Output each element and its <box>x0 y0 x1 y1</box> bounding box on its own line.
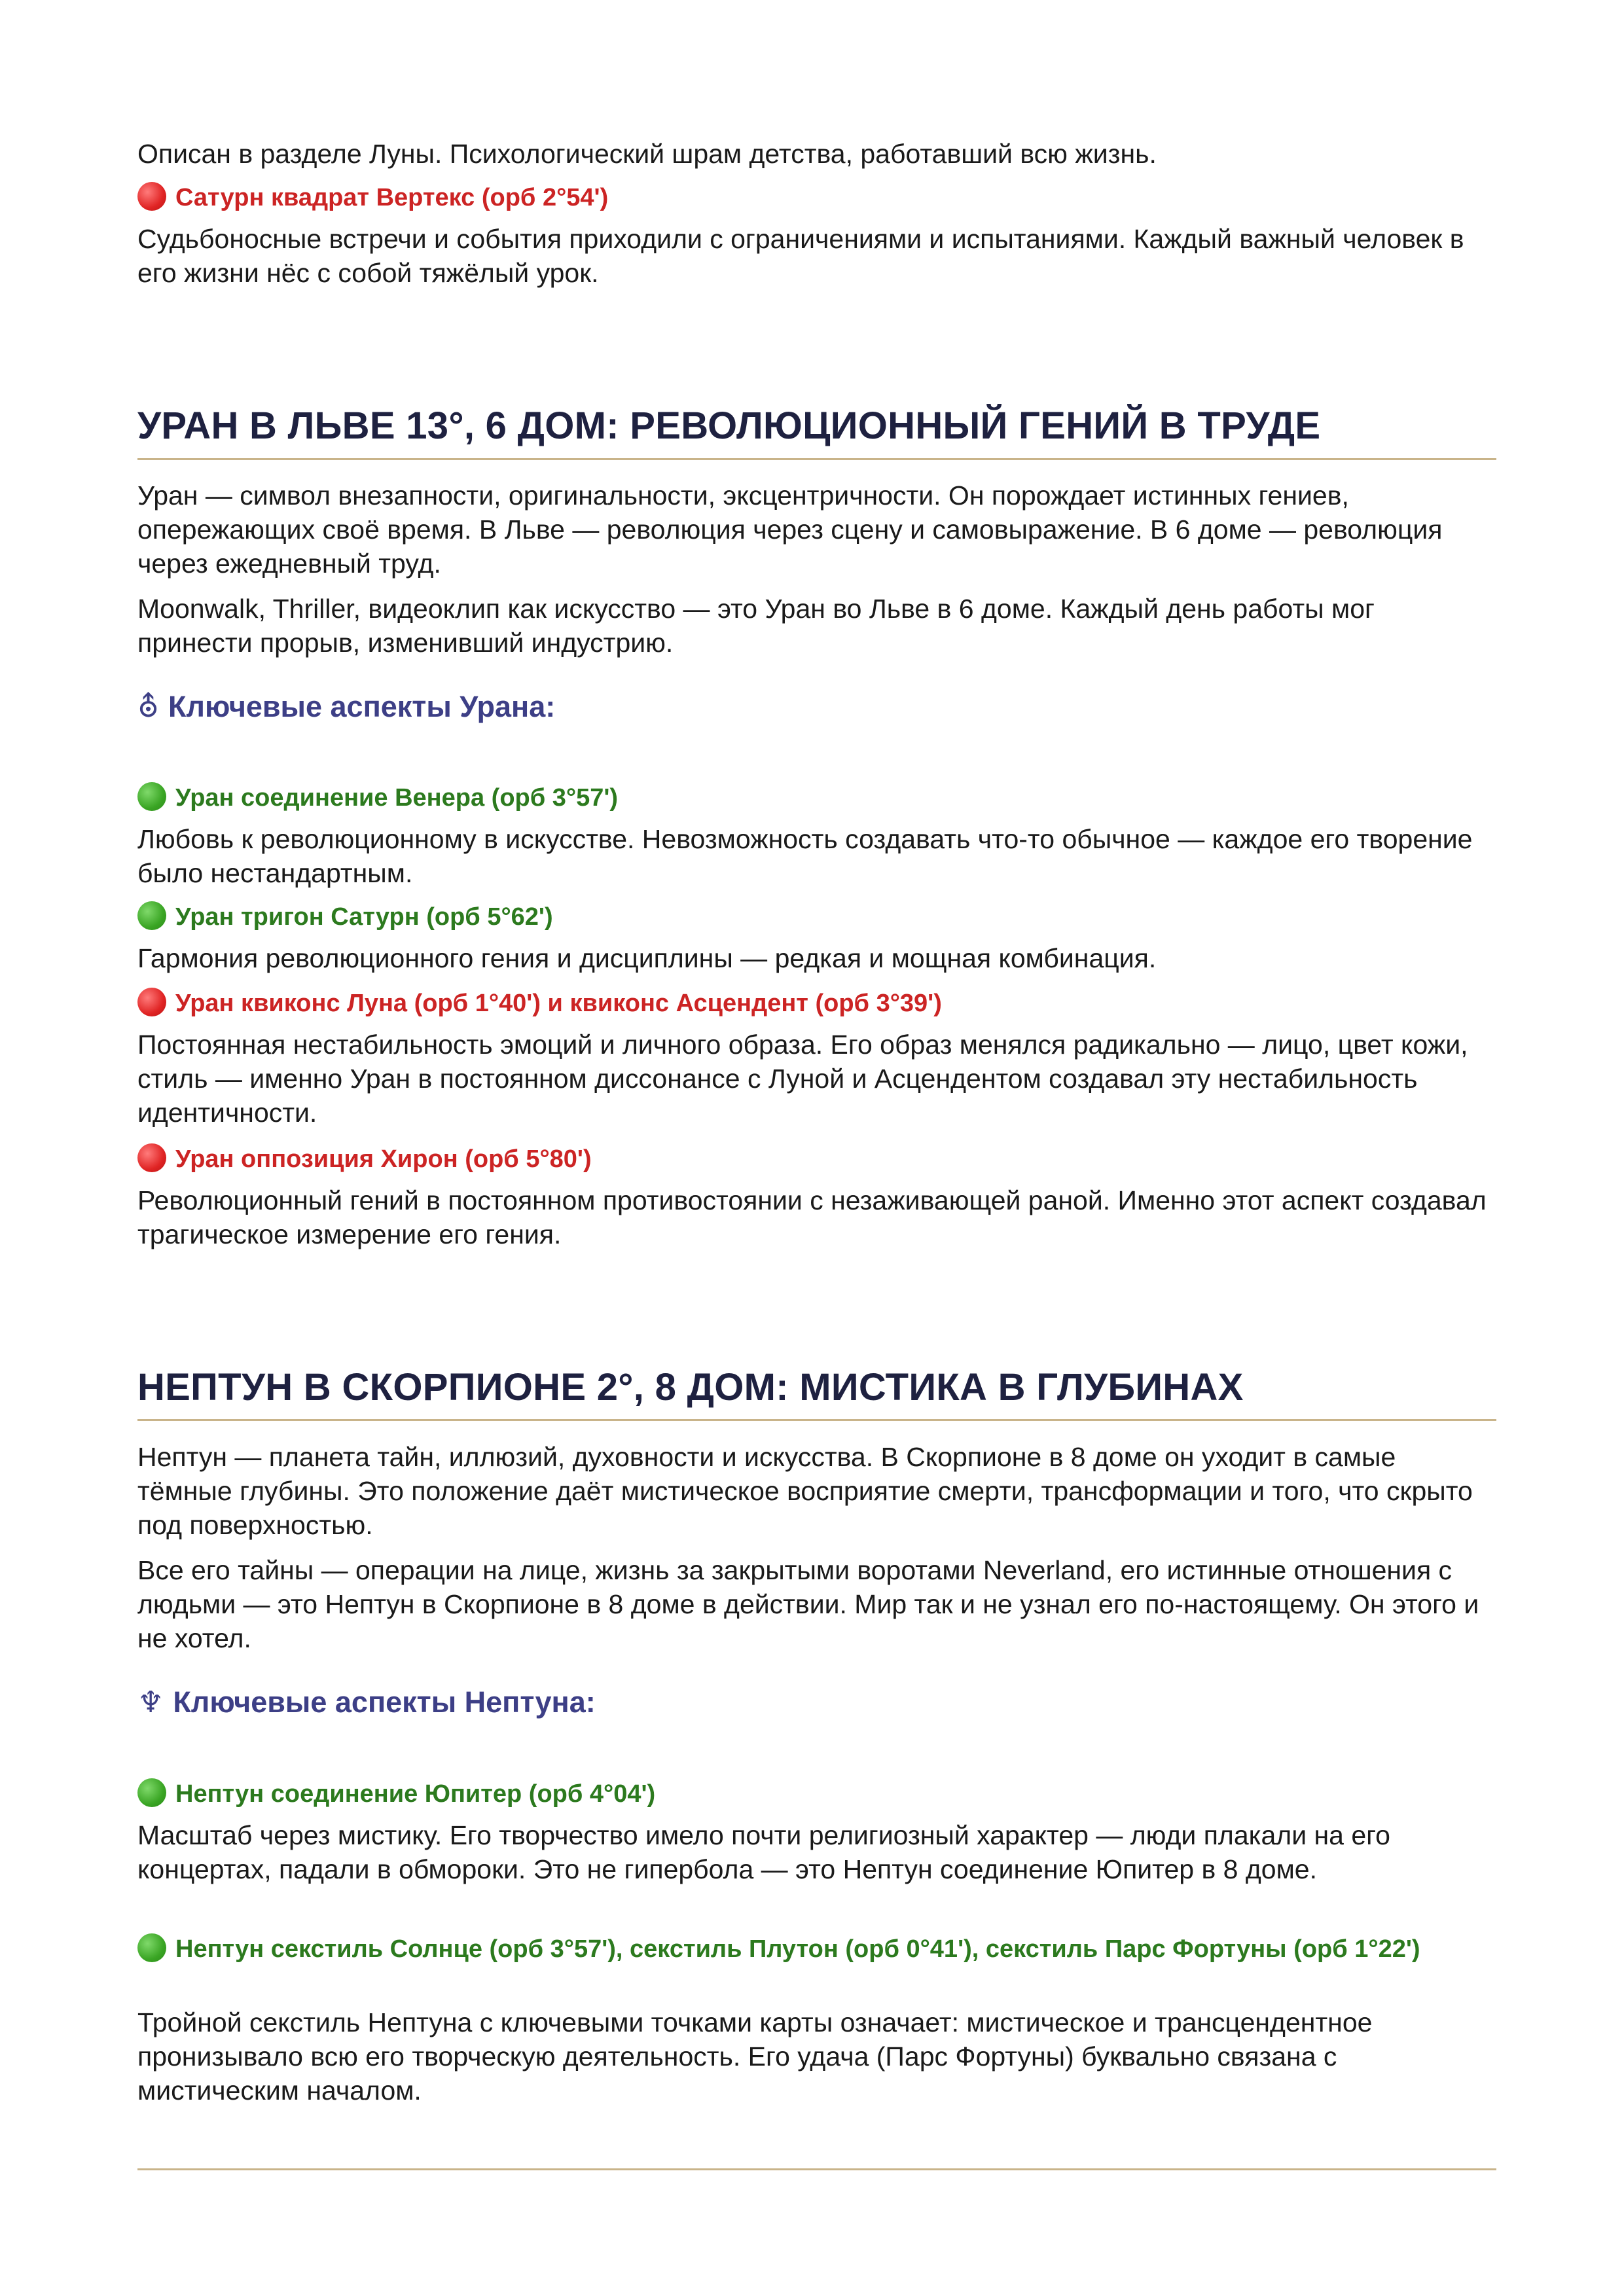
red-circle-icon <box>137 1143 166 1172</box>
aspect-title: Сатурн квадрат Вертекс (орб 2°54') <box>137 181 1496 215</box>
page-bottom-divider <box>137 2168 1496 2170</box>
aspect-description: Гармония революционного гения и дисциплины — редкая и мощная комбинация. <box>137 943 1157 973</box>
aspect-description: Революционный гений в постоянном противостоянии с незаживающей раной. Именно этот аспект создавал трагическое измерение его гения. <box>137 1185 1487 1249</box>
section-title-uranus: УРАН В ЛЬВЕ 13°, 6 ДОМ: РЕВОЛЮЦИОННЫЙ ГЕНИЙ В ТРУДЕ <box>137 404 1321 447</box>
green-circle-icon <box>137 1778 166 1807</box>
aspect-title: Нептун соединение Юпитер (орб 4°04') <box>137 1777 1496 1811</box>
intro-paragraph: Описан в разделе Луны. Психологический шрам детства, работавший всю жизнь. <box>137 139 1157 169</box>
red-circle-icon <box>137 182 166 211</box>
aspect-description: Судьбоносные встречи и события приходили с ограничениями и испытаниями. Каждый важный человек в его жизни нёс с собой тяжёлый урок. <box>137 224 1464 288</box>
green-circle-icon <box>137 901 166 930</box>
aspect-description: Масштаб через мистику. Его творчество имело почти религиозный характер — люди плакали на его концертах, падали в обмороки. Это не гипербола — это Нептун соединение Юпитер в 8 доме. <box>137 1820 1390 1884</box>
uranus-paragraph-2: Moonwalk, Thriller, видеоклип как искусство — это Уран во Льве в 6 доме. Каждый день работы мог принести прорыв, изменивший индустрию. <box>137 594 1375 658</box>
neptune-paragraph-2: Все его тайны — операции на лице, жизнь за закрытыми воротами Neverland, его истинные отношения с людьми — это Нептун в Скорпионе в 8 доме в действии. Мир так и не узнал его по-настоящему. Он этого и не хотел. <box>137 1555 1479 1653</box>
section-divider <box>137 1419 1496 1421</box>
uranus-aspects-heading: ⛢ Ключевые аспекты Урана: <box>137 689 556 724</box>
aspect-description: Любовь к революционному в искусстве. Невозможность создавать что-то обычное — каждое его творение было нестандартным. <box>137 824 1473 888</box>
aspect-title: Уран квиконс Луна (орб 1°40') и квиконс Асцендент (орб 3°39') <box>137 986 1496 1020</box>
section-divider <box>137 458 1496 460</box>
uranus-paragraph-1: Уран — символ внезапности, оригинальности, эксцентричности. Он порождает истинных гениев, опережающих своё время. В Льве — революция через сцену и самовыражение. В 6 доме — революция через ежедневный труд. <box>137 480 1443 579</box>
red-circle-icon <box>137 988 166 1016</box>
aspect-title: Уран соединение Венера (орб 3°57') <box>137 781 1496 815</box>
aspect-title: Уран тригон Сатурн (орб 5°62') <box>137 900 1496 934</box>
aspect-title: Нептун секстиль Солнце (орб 3°57'), секстиль Плутон (орб 0°41'), секстиль Парс Фортуны (орб 1°22') <box>137 1932 1496 1966</box>
section-title-neptune: НЕПТУН В СКОРПИОНЕ 2°, 8 ДОМ: МИСТИКА В ГЛУБИНАХ <box>137 1366 1244 1408</box>
neptune-symbol-icon: ♆ <box>137 1685 164 1719</box>
neptune-aspects-heading: ♆ Ключевые аспекты Нептуна: <box>137 1685 596 1719</box>
neptune-paragraph-1: Нептун — планета тайн, иллюзий, духовности и искусства. В Скорпионе в 8 доме он уходит в самые тёмные глубины. Это положение даёт мистическое восприятие смерти, трансформации и того, что скрыто под поверхностью. <box>137 1442 1473 1540</box>
aspect-description: Тройной секстиль Нептуна с ключевыми точками карты означает: мистическое и трансцендентное пронизывало всю его творческую деятельность. Его удача (Парс Фортуны) буквально связана с мистическим началом. <box>137 2007 1373 2106</box>
aspect-title: Уран оппозиция Хирон (орб 5°80') <box>137 1142 1496 1176</box>
uranus-symbol-icon: ⛢ <box>137 689 159 724</box>
green-circle-icon <box>137 782 166 811</box>
aspect-description: Постоянная нестабильность эмоций и личного образа. Его образ менялся радикально — лицо, цвет кожи, стиль — именно Уран в постоянном диссонансе с Луной и Асцендентом создавал эту нестабильность идентичности. <box>137 1030 1468 1128</box>
green-circle-icon <box>137 1933 166 1962</box>
